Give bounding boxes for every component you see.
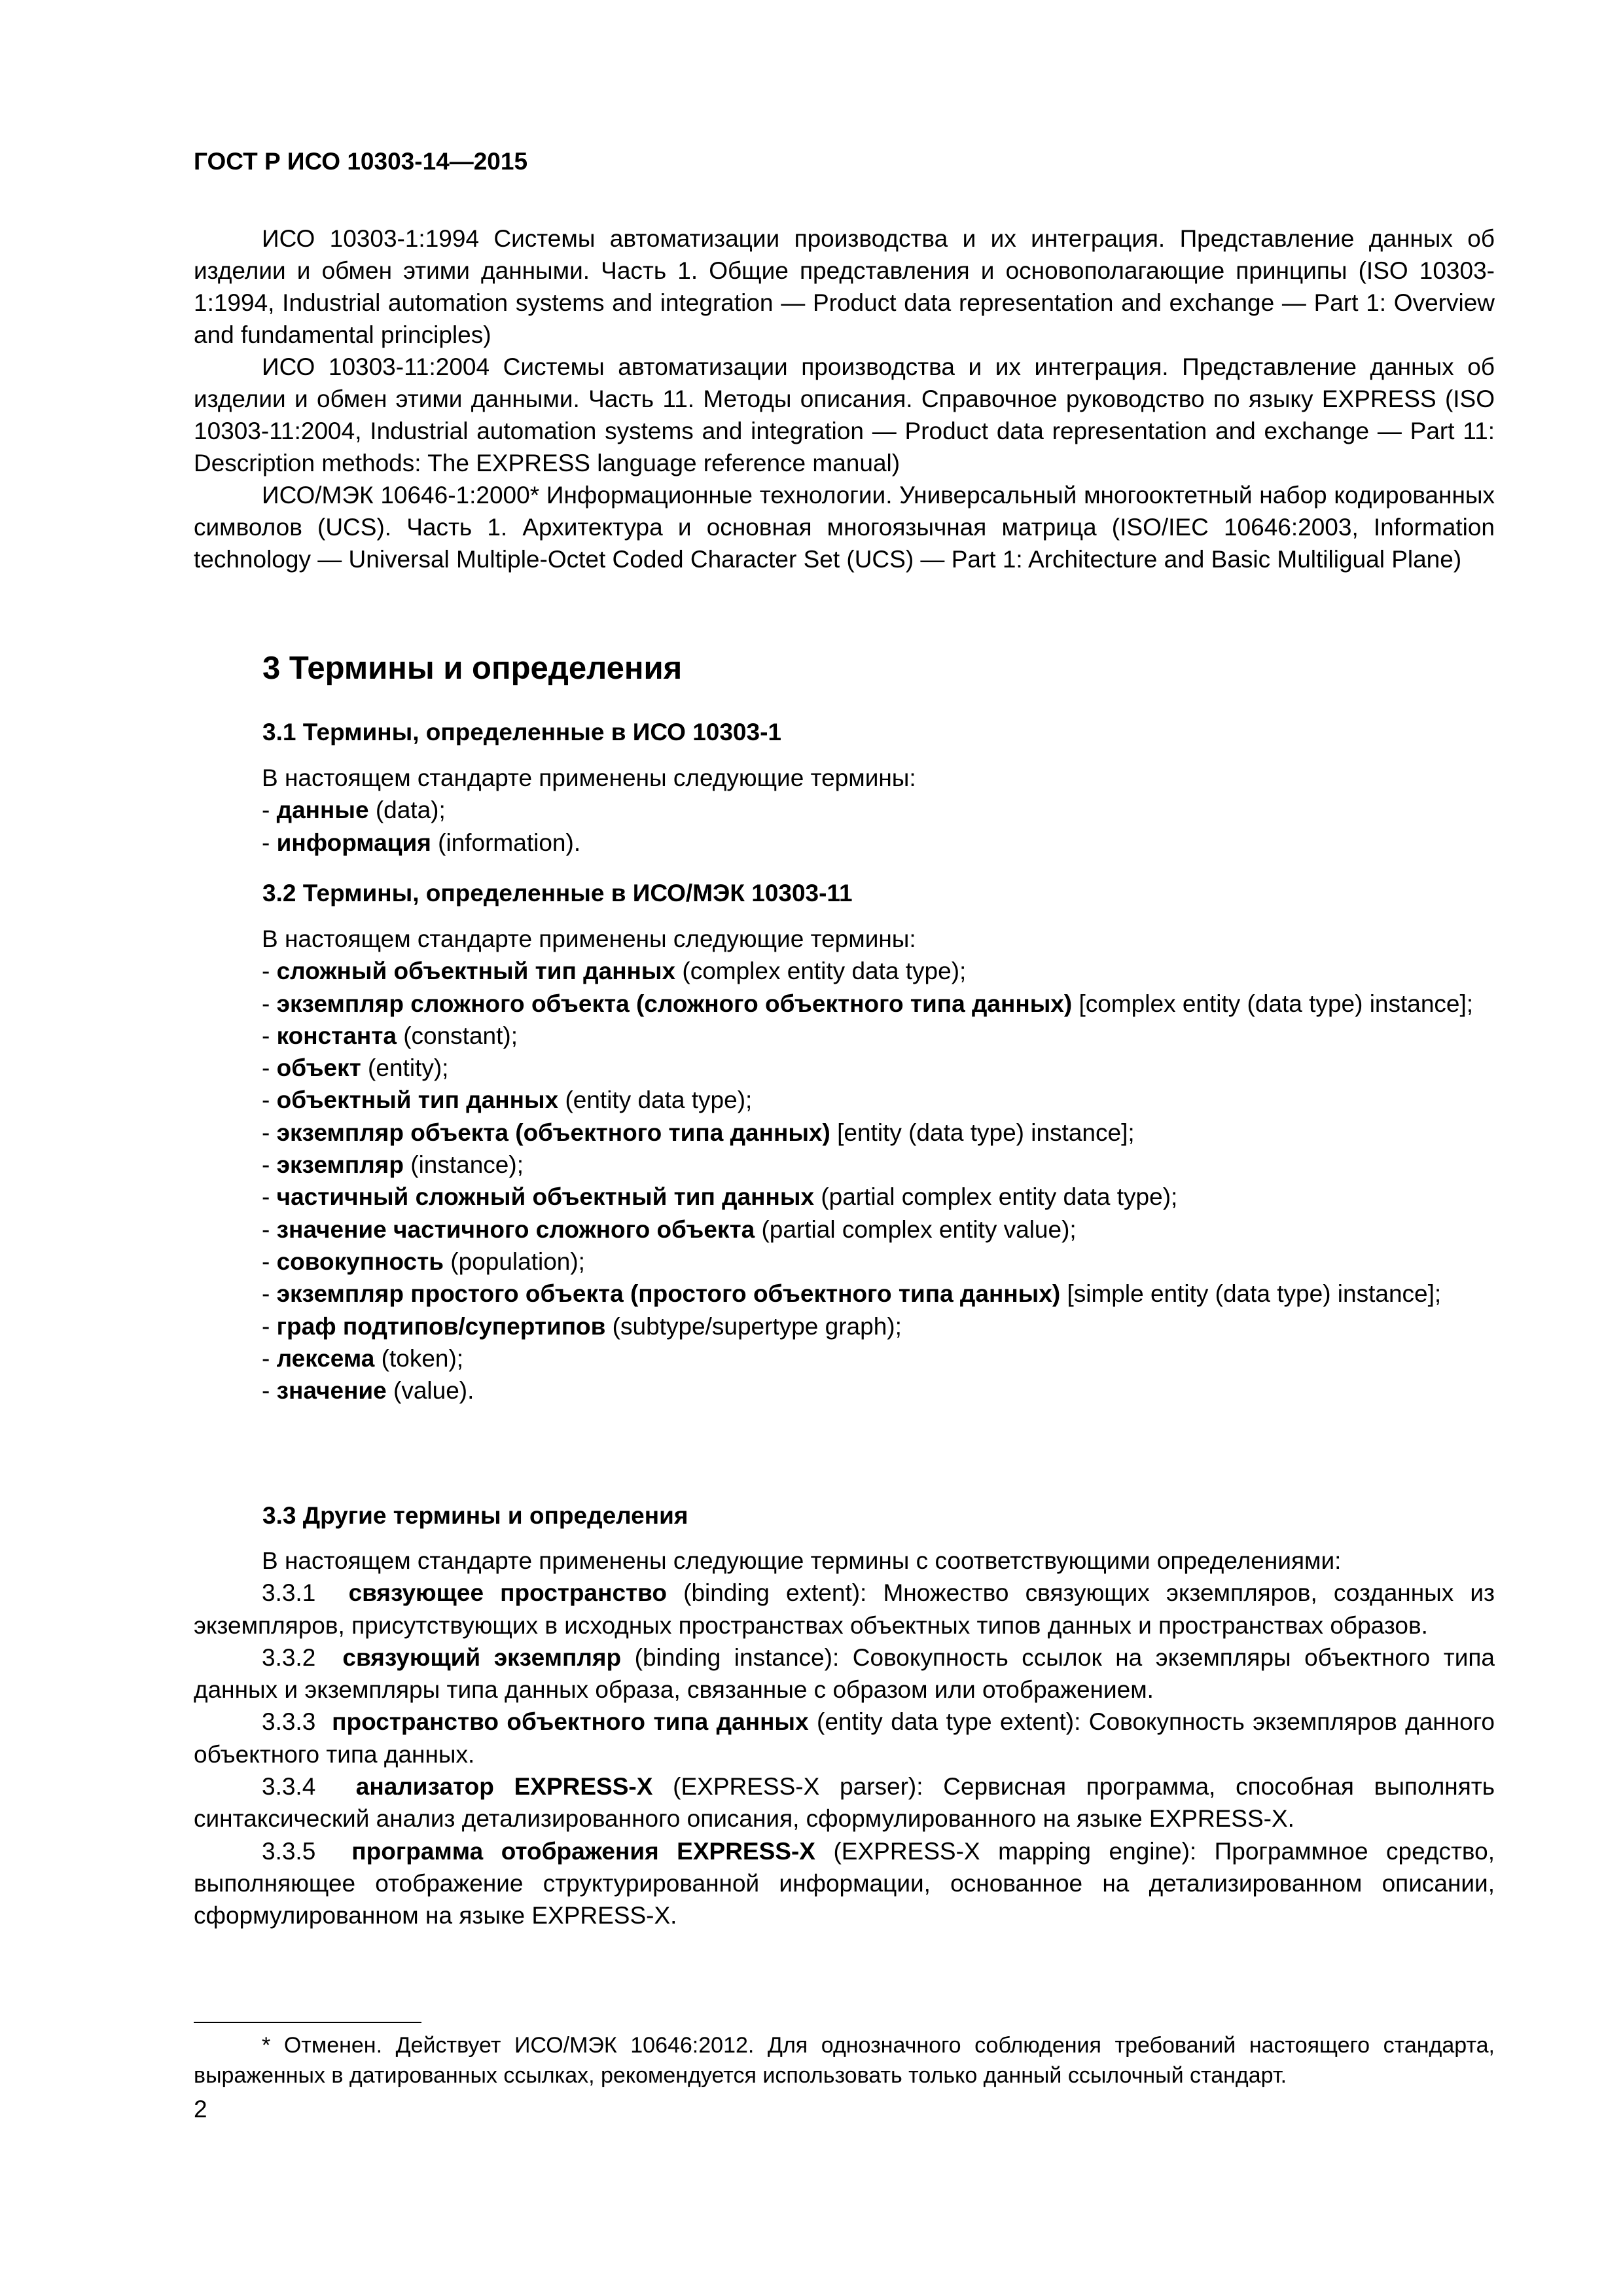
term-item: - информация (information). xyxy=(262,829,581,856)
subsection-3-3-title: 3.3 Другие термины и определения xyxy=(262,1502,688,1529)
definition-item: 3.3.2 связующий экземпляр (binding instance): Совокупность ссылок на экземпляры объектного типа данных и экземпляры типа данных образа, связанные с образом или отображением. xyxy=(194,1643,1495,1704)
term-item: - экземпляр (instance); xyxy=(262,1151,524,1179)
term-item: - совокупность (population); xyxy=(262,1247,585,1275)
term-item: - частичный сложный объектный тип данных (partial complex entity data type); xyxy=(262,1183,1178,1211)
term-item: - константа (constant); xyxy=(262,1022,518,1049)
term-item: - сложный объектный тип данных (complex entity data type); xyxy=(262,958,967,985)
term-item: - экземпляр простого объекта (простого объектного типа данных) [simple entity (data type) instance]; xyxy=(262,1280,1442,1308)
intro-text: В настоящем стандарте применены следующие термины: xyxy=(262,925,916,952)
term-item: - экземпляр сложного объекта (сложного объектного типа данных) [complex entity (data type) instance]; xyxy=(262,990,1474,1017)
footnote xyxy=(194,2030,1495,2090)
footnote-text: * Отменен. Действует ИСО/МЭК 10646:2012. Для однозначного соблюдения требований настоящего стандарта, выраженных в датированных ссылках, рекомендуется использовать только данный ссылочный стандарт. xyxy=(194,2033,1495,2088)
subsection-3-3-body xyxy=(194,1545,1495,1932)
term-item: - граф подтипов/супертипов (subtype/supertype graph); xyxy=(262,1312,902,1340)
term-item: - значение (value). xyxy=(262,1377,474,1405)
term-item: - лексема (token); xyxy=(262,1344,464,1372)
document-header: ГОСТ Р ИСО 10303-14—2015 xyxy=(194,148,528,175)
section-3-title: 3 Термины и определения xyxy=(262,651,683,686)
subsection-3-2-title: 3.2 Термины, определенные в ИСО/МЭК 10303-11 xyxy=(262,880,853,906)
reference-item: ИСО 10303-1:1994 Системы автоматизации производства и их интеграция. Представление данных об изделии и обмен этими данными. Часть 1. Общие представления и основополагающие принципы (ISO 10303-1:1994, Industrial automation systems and integration — Product data representation and exchange — Part 1: Overview and fundamental principles) xyxy=(194,225,1495,348)
reference-item: ИСО 10303-11:2004 Системы автоматизации производства и их интеграция. Представление данных об изделии и обмен этими данными. Часть 11. Методы описания. Справочное руководство по языку EXPRESS (ISO 10303-11:2004, Industrial automation systems and integration — Product data representation and exchange — Part 11: Description methods: The EXPRESS language reference manual) xyxy=(194,353,1495,476)
term-item: - данные (data); xyxy=(262,797,446,824)
term-item: - экземпляр объекта (объектного типа данных) [entity (data type) instance]; xyxy=(262,1119,1135,1146)
definition-item: 3.3.1 связующее пространство (binding extent): Множество связующих экземпляров, созданных из экземпляров, присутствующих в исходных пространствах объектных типов данных и пространствах образов. xyxy=(194,1579,1495,1639)
subsection-3-1-body xyxy=(194,762,1495,859)
term-item: - объектный тип данных (entity data type); xyxy=(262,1086,753,1114)
footnote-divider xyxy=(194,2022,421,2023)
term-item: - значение частичного сложного объекта (partial complex entity value); xyxy=(262,1215,1077,1243)
normative-references xyxy=(194,223,1495,575)
definition-item: 3.3.3 пространство объектного типа данных (entity data type extent): Совокупность экземпляров данного объектного типа данных. xyxy=(194,1708,1495,1768)
intro-text: В настоящем стандарте применены следующие термины: xyxy=(262,764,916,791)
page-number: 2 xyxy=(194,2096,207,2123)
subsection-3-2-body xyxy=(194,923,1495,1407)
reference-item: ИСО/МЭК 10646-1:2000* Информационные технологии. Универсальный многооктетный набор кодированных символов (UCS). Часть 1. Архитектура и основная многоязычная матрица (ISO/IEC 10646:2003, Information technology — Universal Multiple-Octet Coded Character Set (UCS) — Part 1: Architecture and Basic Multiligual Plane) xyxy=(194,482,1495,573)
subsection-3-1-title: 3.1 Термины, определенные в ИСО 10303-1 xyxy=(262,719,781,745)
intro-text: В настоящем стандарте применены следующие термины с соответствующими определениями: xyxy=(262,1547,1342,1574)
definition-item: 3.3.4 анализатор EXPRESS-X (EXPRESS-X parser): Сервисная программа, способная выполнять синтаксический анализ детализированного описания, сформулированного на языке EXPRESS-X. xyxy=(194,1773,1495,1833)
term-item: - объект (entity); xyxy=(262,1054,449,1082)
definition-item: 3.3.5 программа отображения EXPRESS-X (EXPRESS-X mapping engine): Программное средство, выполняющее отображение структурированной информации, основанное на детализированном описании, сформулированном на языке EXPRESS-X. xyxy=(194,1837,1495,1929)
